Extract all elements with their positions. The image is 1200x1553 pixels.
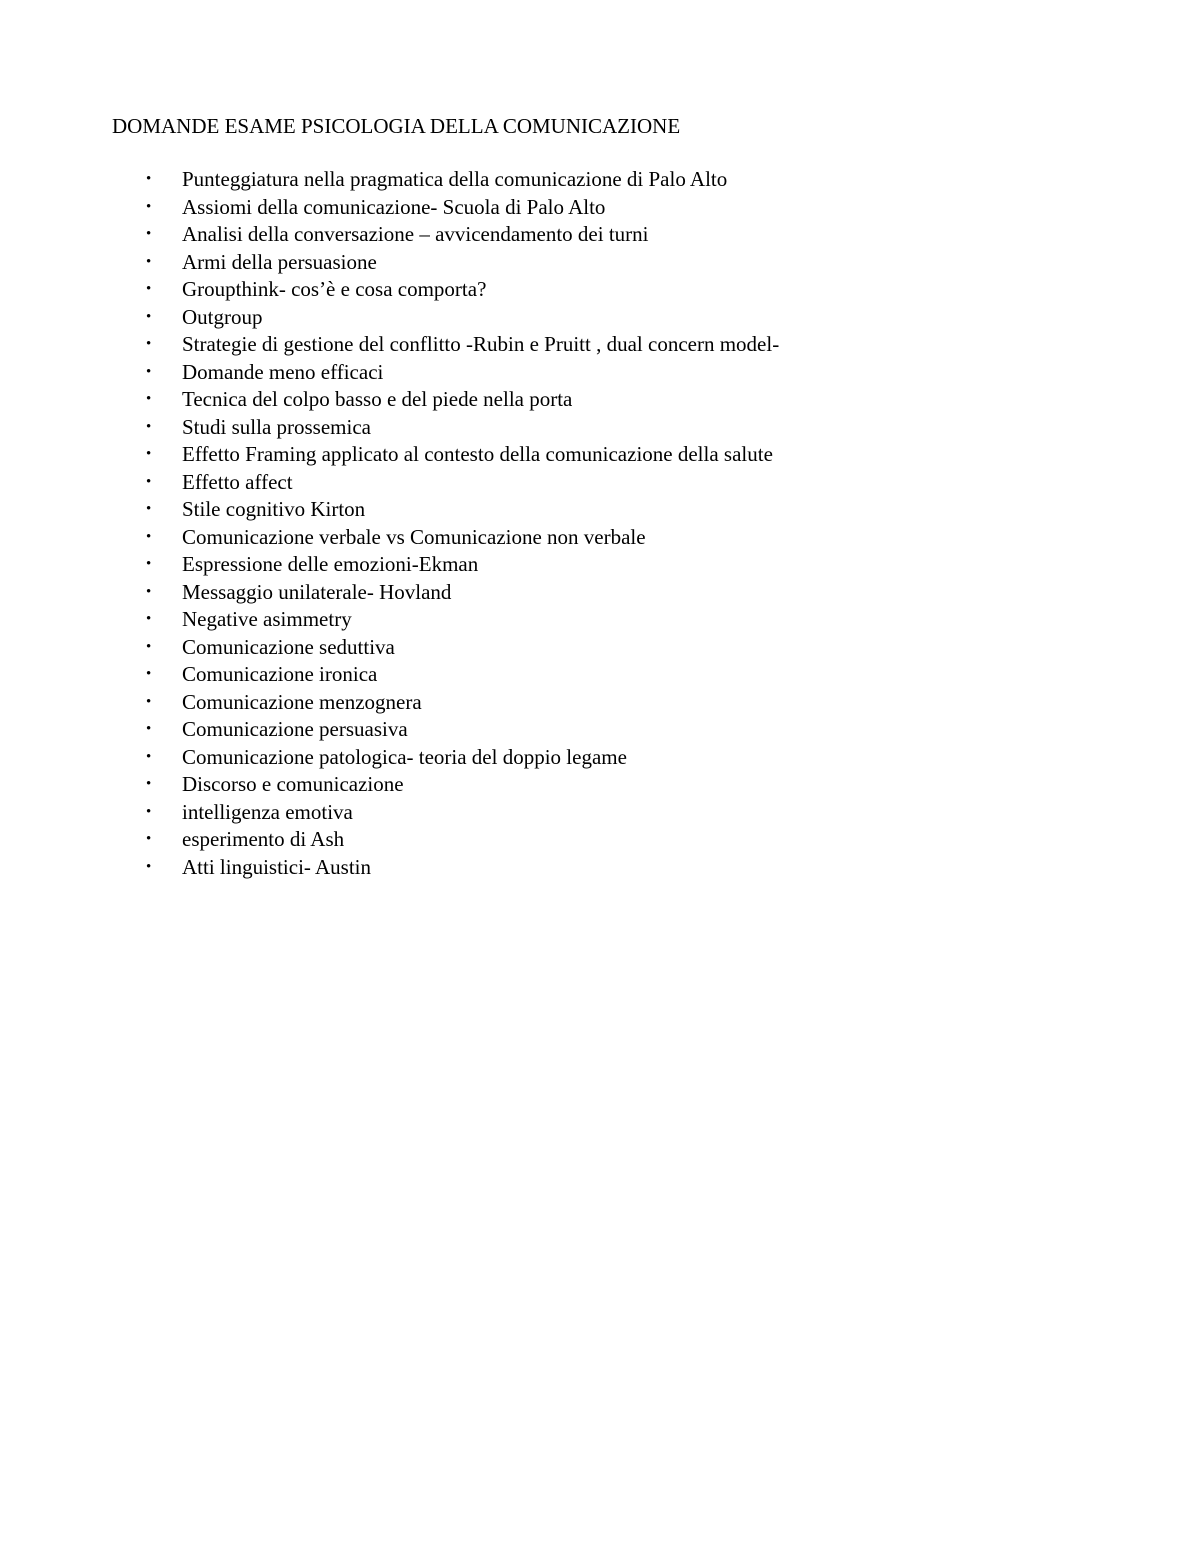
bullet-icon: • [146, 583, 152, 600]
question-text: Comunicazione ironica [182, 662, 378, 686]
bullet-icon: • [146, 473, 152, 490]
bullet-icon: • [146, 858, 152, 875]
question-text: Strategie di gestione del conflitto -Rubin e Pruitt , dual concern model- [182, 332, 780, 356]
bullet-icon: • [146, 831, 152, 847]
question-text: Effetto Framing applicato al contesto della comunicazione della salute [182, 442, 773, 466]
question-text: Tecnica del colpo basso e del piede nella porta [182, 387, 573, 411]
bullet-icon: • [146, 556, 152, 572]
question-text: Groupthink- cos’è e cosa comporta? [182, 277, 487, 301]
question-text: Studi sulla prossemica [182, 414, 371, 439]
document-title: DOMANDE ESAME PSICOLOGIA DELLA COMUNICAZIONE [112, 114, 681, 138]
question-text: Atti linguistici- Austin [182, 854, 372, 879]
question-text: Assiomi della comunicazione- Scuola di Palo Alto [182, 194, 606, 219]
bullet-icon: • [146, 391, 152, 407]
bullet-icon: • [146, 666, 152, 682]
bullet-icon: • [146, 528, 152, 545]
bullet-icon: • [146, 226, 152, 242]
bullet-icon: • [146, 693, 152, 710]
question-text: Comunicazione seduttiva [182, 634, 395, 659]
question-text: Comunicazione persuasiva [182, 717, 408, 741]
bullet-icon: • [146, 803, 152, 820]
question-text: Stile cognitivo Kirton [182, 497, 366, 521]
bullet-icon: • [146, 281, 152, 297]
question-text: Outgroup [182, 304, 263, 329]
question-text: Comunicazione verbale vs Comunicazione non verbale [182, 524, 646, 549]
bullet-icon: • [146, 198, 152, 215]
question-text: Negative asimmetry [182, 607, 352, 631]
question-text: Comunicazione patologica- teoria del doppio legame [182, 744, 627, 769]
bullet-icon: • [146, 418, 152, 435]
question-text: Espressione delle emozioni-Ekman [182, 552, 479, 576]
question-text: Domande meno efficaci [182, 359, 384, 384]
bullet-icon: • [146, 611, 152, 627]
bullet-icon: • [146, 776, 152, 792]
bullet-icon: • [146, 638, 152, 655]
question-text: Analisi della conversazione – avvicendamento dei turni [182, 222, 649, 246]
question-text: Effetto affect [182, 469, 293, 494]
question-text: intelligenza emotiva [182, 799, 353, 824]
question-text: Messaggio unilaterale- Hovland [182, 579, 452, 604]
question-text: esperimento di Ash [182, 827, 345, 851]
bullet-icon: • [146, 308, 152, 325]
bullet-icon: • [146, 253, 152, 270]
question-text: Punteggiatura nella pragmatica della comunicazione di Palo Alto [182, 167, 728, 191]
question-text: Armi della persuasione [182, 249, 377, 274]
question-text: Comunicazione menzognera [182, 689, 422, 714]
bullet-icon: • [146, 446, 152, 462]
question-text: Discorso e comunicazione [182, 772, 404, 796]
bullet-icon: • [146, 171, 152, 187]
bullet-icon: • [146, 501, 152, 517]
bullet-icon: • [146, 721, 152, 737]
bullet-icon: • [146, 363, 152, 380]
bullet-icon: • [146, 748, 152, 765]
bullet-icon: • [146, 336, 152, 352]
